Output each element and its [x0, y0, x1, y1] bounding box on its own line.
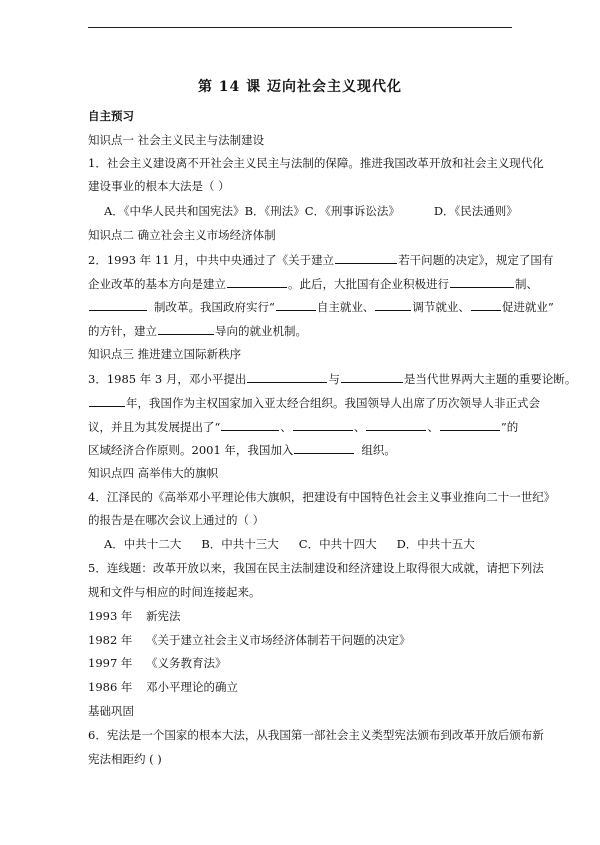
q4-line-1: 4．江泽民的《高举邓小平理论伟大旗帜，把建设有中国特色社会主义事业推向二十一世纪》: [88, 490, 556, 504]
q3-text-c1: 议，并且为其发展提出了“: [88, 420, 221, 434]
q3-text-a2: 与: [328, 372, 340, 386]
q3-line-3: [88, 418, 518, 435]
q4-option-c: C．中共十四大: [298, 537, 377, 551]
q3-blank-1: [247, 370, 327, 383]
q2-text-c1: 制改革。我国政府实行“: [154, 300, 275, 314]
q5-year: 1993 年: [88, 609, 133, 623]
q6-line-1: 6．宪法是一个国家的根本大法，从我国第一部社会主义类型宪法颁布到改革开放后颁布新: [88, 728, 544, 742]
q4-option-d: D．中共十五大: [396, 537, 475, 551]
q5-line-2: 规和文件与相应的时间连接起来。: [88, 585, 261, 599]
q3-line-1: [88, 370, 576, 387]
q1-option-c: C．《刑事诉讼法》: [304, 204, 400, 218]
q4-line-2: 的报告是在哪次会议上通过的（ ）: [88, 513, 265, 527]
q3-blank-2: [341, 370, 403, 383]
q2-blank-3: [450, 275, 514, 288]
q2-text-d1: 的方针，建立: [88, 324, 157, 338]
q1-option-d: D．《民法通则》: [433, 204, 518, 218]
q3-text-c5: ”的: [500, 420, 519, 434]
q3-blank-6: [366, 418, 426, 431]
q2-blank-5: [276, 298, 316, 311]
q2-text-c2: 自主就业、: [316, 300, 375, 314]
q2-blank-8: [158, 322, 214, 335]
q5-year: 1986 年: [88, 680, 133, 694]
q1-options: [104, 203, 518, 219]
q3-text-c2: 、: [280, 420, 292, 434]
q1-option-a: A．《中华人民共和国宪法》: [104, 204, 245, 218]
q2-text-c3: 调节就业、: [412, 300, 470, 314]
q2-text-b1: 企业改革的基本方向是建立: [88, 277, 226, 291]
section-consolidate: 基础巩固: [88, 704, 134, 718]
q3-text-c3: 、: [353, 420, 366, 434]
q5-year: 1997 年: [88, 656, 133, 670]
q4-options: [104, 536, 475, 552]
q2-text-b3: 制、: [515, 277, 538, 291]
q2-text-a2: 若干问题的决定》，规定了国有: [398, 253, 554, 267]
q5-row-3: [88, 655, 227, 671]
knowledge-point-3: 知识点三 推进建立国际新秩序: [88, 347, 242, 361]
q3-text-d1: 区域经济合作原则。2001 年，我国加入: [88, 443, 294, 457]
q6-line-2: 宪法相距约 ( ): [88, 752, 162, 766]
q3-text-b1: 年，我国作为主权国家加入亚太经合组织。我国领导人出席了历次领导人非正式会: [126, 396, 540, 410]
q2-blank-7: [471, 298, 501, 311]
q3-blank-8: [294, 441, 354, 454]
q2-text-c4: 促进就业”: [501, 300, 554, 314]
q2-text-d2: 导向的就业机制。: [215, 324, 307, 338]
q3-text-a3: 是当代世界两大主题的重要论断。: [403, 372, 577, 386]
q2-blank-2: [227, 275, 287, 288]
q2-text-a1: 2．1993 年 11 月，中共中央通过了《关于建立: [88, 253, 335, 267]
q2-line-3: [88, 298, 554, 315]
q5-row-4: [88, 679, 238, 695]
q3-text-d2: 组织。: [361, 443, 396, 457]
q3-blank-3: [89, 394, 125, 407]
q5-year: 1982 年: [88, 633, 133, 647]
q2-line-2: [88, 275, 538, 292]
q1-line-1: 1．社会主义建设离不开社会主义民主与法制的保障。推进我国改革开放和社会主义现代化: [88, 156, 544, 170]
knowledge-point-2: 知识点二 确立社会主义市场经济体制: [88, 228, 276, 242]
q3-text-a1: 3．1985 年 3 月，邓小平提出: [88, 372, 247, 386]
q3-line-2: [88, 394, 540, 411]
q5-item: 《关于建立社会主义市场经济体制若干问题的决定》: [146, 633, 411, 647]
q3-blank-7: [440, 418, 500, 431]
q1-line-2: 建设事业的根本大法是（ ）: [88, 179, 230, 193]
page-title: 第 14 课 迈向社会主义现代化: [197, 79, 403, 95]
q3-blank-5: [293, 418, 353, 431]
knowledge-point-1: 知识点一 社会主义民主与法制建设: [88, 133, 265, 147]
q5-item: 邓小平理论的确立: [146, 680, 238, 694]
header-rule: [88, 27, 512, 28]
q5-item: 《义务教育法》: [146, 656, 227, 670]
q4-option-b: B．中共十三大: [201, 537, 279, 551]
q2-line-1: [88, 251, 553, 268]
q3-blank-4: [221, 418, 279, 431]
q4-option-a: A．中共十二大: [104, 537, 182, 551]
q5-item: 新宪法: [146, 609, 181, 623]
q3-text-c4: 、: [427, 420, 439, 434]
q5-row-2: [88, 632, 411, 648]
q5-line-1: 5．连线题：改革开放以来，我国在民主法制建设和经济建设上取得很大成就，请把下列法: [88, 561, 544, 575]
q5-row-1: [88, 608, 181, 624]
q2-line-4: [88, 322, 307, 339]
q2-text-b2: 。此后，大批国有企业积极进行: [288, 277, 449, 291]
q2-blank-4: [89, 298, 147, 311]
knowledge-point-4: 知识点四 高举伟大的旗帜: [88, 466, 219, 480]
q2-blank-1: [335, 251, 397, 264]
q2-blank-6: [375, 298, 411, 311]
section-preview: 自主预习: [88, 109, 134, 123]
q3-line-4: [88, 441, 396, 458]
q1-option-b: B．《刑法》: [244, 204, 305, 218]
